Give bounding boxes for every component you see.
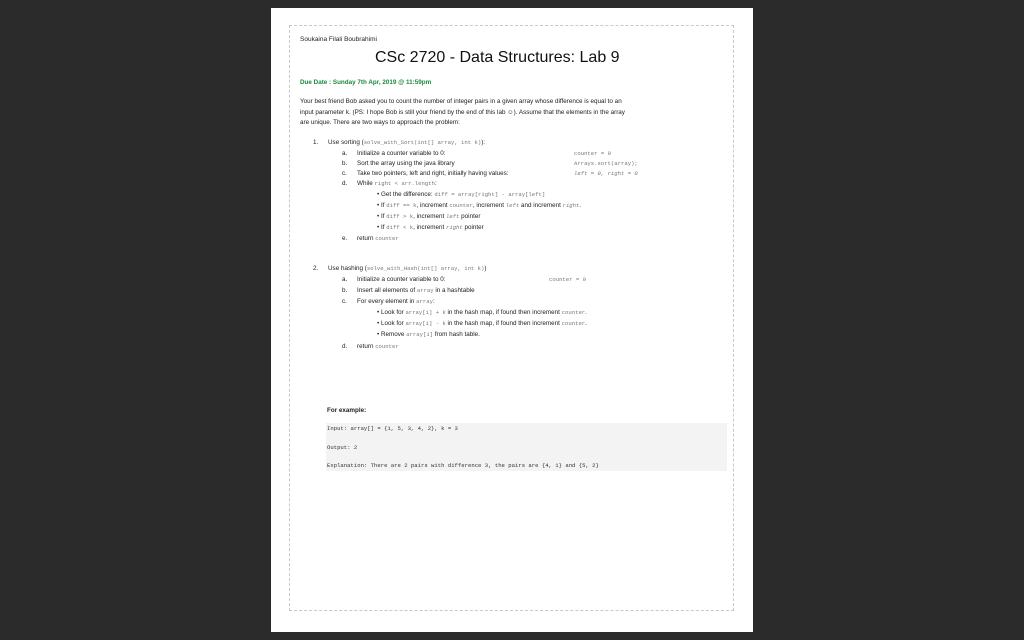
bullet-icon: • xyxy=(377,191,381,198)
step-text: Initialize a counter variable to 0: xyxy=(357,150,446,157)
step-text: Sort the array using the java library xyxy=(357,160,455,167)
bullet-icon: • xyxy=(377,320,381,327)
intro-line: input parameter k. (PS: I hope Bob is still your friend by the end of this lab ☺). Assume that the elements in the array xyxy=(300,108,625,116)
step-marker: d. xyxy=(342,180,348,187)
step-marker: c. xyxy=(342,170,347,177)
author-name: Soukaina Filali Boubrahimi xyxy=(300,36,377,43)
bullet-item: • Look for array[i] + k in the hash map, if found then increment counter. xyxy=(377,309,587,316)
example-explanation: Explanation: There are 2 pairs with difference 3, the pairs are {4, 1} and {5, 2} xyxy=(327,462,599,469)
sorting-signature: solve_with_Sort(int[] array, int k) xyxy=(363,139,482,146)
bullet-item: • If diff == k, increment counter, increment left and increment right. xyxy=(377,202,582,209)
document-page xyxy=(271,8,753,632)
intro-paragraph xyxy=(300,97,720,129)
example-heading: For example: xyxy=(327,407,367,414)
bullet-item: • If diff > k, increment left pointer xyxy=(377,213,481,220)
step-code: left = 0, right = 0 xyxy=(574,170,638,177)
step-text: return counter xyxy=(357,343,399,350)
page-title: CSc 2720 - Data Structures: Lab 9 xyxy=(375,49,620,66)
bullet-item: • Get the difference: diff = array[right] - array[left] xyxy=(377,191,546,198)
step-text: Take two pointers, left and right, initially having values: xyxy=(357,170,509,177)
hashing-signature: solve_with_Hash(int[] array, int k) xyxy=(366,265,485,272)
hashing-heading: Use hashing (solve_with_Hash(int[] array, int k)) xyxy=(328,265,487,272)
intro-line: are unique. There are two ways to approach the problem: xyxy=(300,119,460,127)
sorting-heading: Use sorting (solve_with_Sort(int[] array, int k)): xyxy=(328,139,486,146)
bullet-icon: • xyxy=(377,202,381,209)
step-text: For every element in array: xyxy=(357,298,435,305)
step-marker: c. xyxy=(342,298,347,305)
step-text: return counter xyxy=(357,235,399,242)
hashing-number: 2. xyxy=(313,265,319,272)
example-input: Input: array[] = {1, 5, 3, 4, 2}, k = 3 xyxy=(327,425,458,432)
bullet-item: • Remove array[i] from hash table. xyxy=(377,331,480,338)
example-code-block xyxy=(326,423,727,471)
step-marker: a. xyxy=(342,276,348,283)
bullet-icon: • xyxy=(377,331,381,338)
step-marker: b. xyxy=(342,287,348,294)
step-text: Initialize a counter variable to 0: xyxy=(357,276,446,283)
step-code: Arrays.sort(array); xyxy=(574,160,638,167)
bullet-icon: • xyxy=(377,224,381,231)
step-marker: e. xyxy=(342,235,348,242)
step-marker: b. xyxy=(342,160,348,167)
step-text: Insert all elements of array in a hashtable xyxy=(357,287,475,294)
bullet-item: • If diff < k, increment right pointer xyxy=(377,224,484,231)
step-code: counter = 0 xyxy=(574,150,611,157)
step-text: While right < arr.length: xyxy=(357,180,437,187)
bullet-icon: • xyxy=(377,309,381,316)
step-marker: d. xyxy=(342,343,348,350)
step-code: counter = 0 xyxy=(549,276,586,283)
bullet-icon: • xyxy=(377,213,381,220)
sorting-number: 1. xyxy=(313,139,319,146)
intro-line: Your best friend Bob asked you to count the number of integer pairs in a given array whose difference is equal to an xyxy=(300,98,622,105)
bullet-item: • Look for array[i] - k in the hash map, if found then increment counter. xyxy=(377,320,587,327)
due-date: Due Date : Sunday 7th Apr, 2019 @ 11:59pm xyxy=(300,79,432,86)
step-marker: a. xyxy=(342,150,348,157)
example-output: Output: 2 xyxy=(327,444,358,451)
